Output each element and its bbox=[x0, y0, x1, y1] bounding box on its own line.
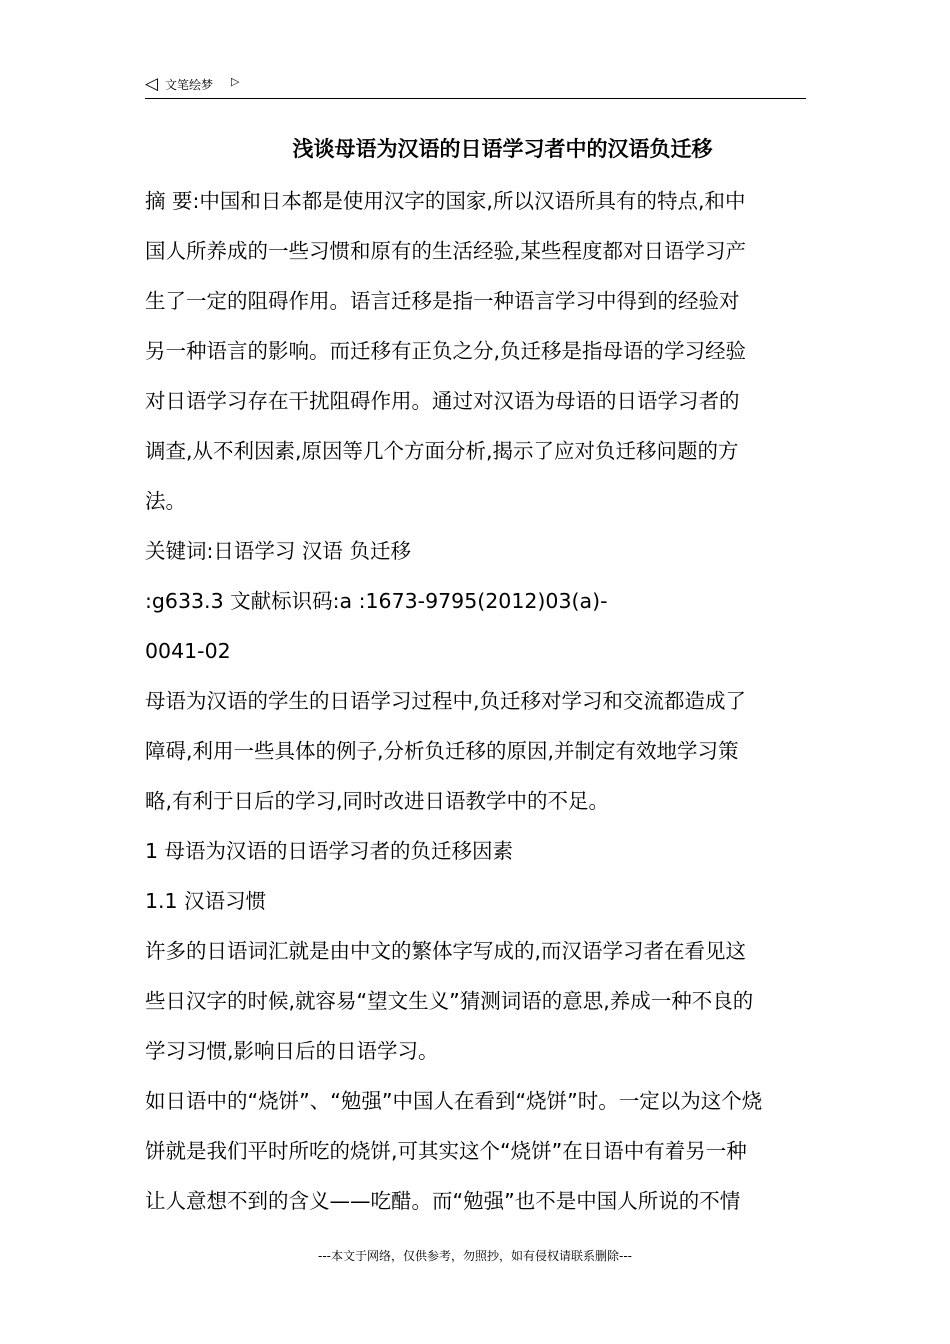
left-triangle-icon: ◁ bbox=[145, 74, 159, 94]
paragraph-line: 些日汉字的时候,就容易“望文生义”猜测词语的意思,养成一种不良的 bbox=[145, 989, 754, 1013]
paragraph-line: 如日语中的“烧饼”、“勉强”中国人在看到“烧饼”时。一定以为这个烧 bbox=[145, 1089, 763, 1113]
classification-line: :g633.3 文献标识码:a :1673-9795(2012)03(a)- bbox=[145, 589, 608, 613]
page-footer-notice: ---本文于网络，仅供参考，勿照抄，如有侵权请联系删除--- bbox=[318, 1249, 632, 1263]
right-triangle-icon: ▷ bbox=[231, 75, 240, 88]
abstract-line: 另一种语言的影响。而迁移有正负之分,负迁移是指母语的学习经验 bbox=[145, 339, 747, 363]
paragraph-line: 许多的日语词汇就是由中文的繁体字写成的,而汉语学习者在看见这 bbox=[145, 939, 747, 963]
abstract-line: 国人所养成的一些习惯和原有的生活经验,某些程度都对日语学习产 bbox=[145, 239, 747, 263]
abstract-line: 摘 要:中国和日本都是使用汉字的国家,所以汉语所具有的特点,和中 bbox=[145, 189, 746, 213]
abstract-line: 对日语学习存在干扰阻碍作用。通过对汉语为母语的日语学习者的 bbox=[145, 389, 740, 413]
subsection-heading: 1.1 汉语习惯 bbox=[145, 889, 267, 913]
paragraph-line: 饼就是我们平时所吃的烧饼,可其实这个“烧饼”在日语中有着另一种 bbox=[145, 1139, 747, 1163]
abstract-line: 法。 bbox=[145, 489, 186, 513]
classification-line: 0041-02 bbox=[145, 639, 231, 663]
paragraph-line: 学习习惯,影响日后的日语学习。 bbox=[145, 1039, 439, 1063]
document-body bbox=[145, 176, 825, 1226]
header-brand: 文笔绘梦 bbox=[165, 78, 214, 92]
paragraph-line: 略,有利于日后的学习,同时改进日语教学中的不足。 bbox=[145, 789, 610, 813]
document-title: 浅谈母语为汉语的日语学习者中的汉语负迁移 bbox=[292, 137, 713, 161]
keywords-line: 关键词:日语学习 汉语 负迁移 bbox=[145, 539, 411, 563]
paragraph-line: 母语为汉语的学生的日语学习过程中,负迁移对学习和交流都造成了 bbox=[145, 689, 747, 713]
paragraph-line: 障碍,利用一些具体的例子,分析负迁移的原因,并制定有效地学习策 bbox=[145, 739, 739, 763]
page-header bbox=[145, 74, 806, 99]
section-heading: 1 母语为汉语的日语学习者的负迁移因素 bbox=[145, 839, 514, 863]
abstract-line: 调查,从不利因素,原因等几个方面分析,揭示了应对负迁移问题的方 bbox=[145, 439, 739, 463]
abstract-line: 生了一定的阻碍作用。语言迁移是指一种语言学习中得到的经验对 bbox=[145, 289, 740, 313]
paragraph-line: 让人意想不到的含义——吃醋。而“勉强”也不是中国人所说的不情 bbox=[145, 1189, 741, 1213]
